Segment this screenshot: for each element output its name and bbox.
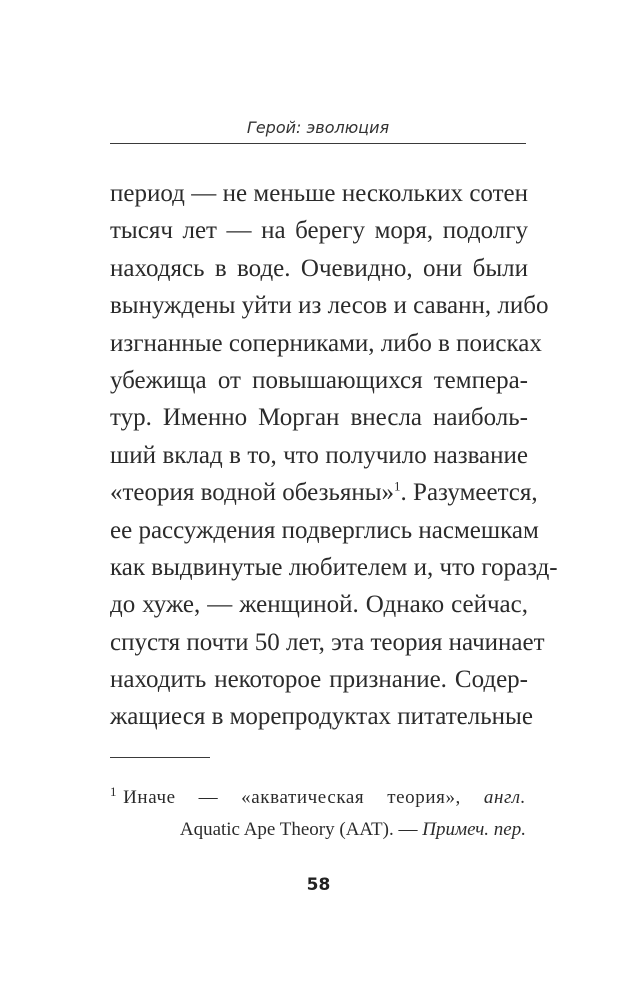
footnote-line [110, 814, 526, 846]
text-line: убежища от повышающихся темпера- [110, 366, 528, 394]
text-line: период — не меньше нескольких сотен [110, 180, 528, 207]
footnote-rule [110, 757, 210, 758]
text-segment: . Разумеется, [400, 479, 538, 507]
text-line: спустя почти 50 лет, эта теория начинает [110, 628, 545, 656]
footnote [110, 782, 526, 846]
text-line: до хуже, — женщиной. Однако сейчас, [110, 591, 528, 619]
text-line: вынуждены уйти из лесов и саванн, либо [110, 292, 549, 320]
footnote-text: Aquatic Ape Theory (AAT). — [179, 819, 418, 840]
text-line: ее рассуждения подверглись насмешкам [110, 516, 539, 544]
text-line: изгнанные соперниками, либо в поисках [110, 329, 542, 357]
text-line: жащиеся в морепродуктах питательные [110, 703, 533, 731]
running-head: Герой: эволюция [246, 118, 390, 137]
footnote-line [110, 782, 526, 814]
text-segment: «теория водной обезьяны» [110, 479, 395, 507]
text-line: тысяч лет — на берегу моря, подолгу [110, 217, 528, 245]
footnote-text: Иначе — «акватическая теория», [123, 787, 461, 808]
body-text [110, 175, 558, 736]
page-number: 58 [306, 875, 331, 895]
footnote-number: 1 [110, 783, 118, 799]
header-rule [110, 143, 526, 144]
text-line: тур. Именно Морган внесла наиболь- [110, 404, 528, 432]
text-line: ший вклад в то, что получило название [110, 441, 528, 469]
footnote-italic: англ. [483, 787, 526, 808]
footnote-italic: Примеч. пер. [422, 819, 526, 840]
text-line: находясь в воде. Очевидно, они были [110, 254, 528, 282]
text-line: находить некоторое признание. Содер- [110, 666, 528, 694]
text-line-with-footnote-ref [110, 474, 538, 511]
footnote-reference[interactable]: 1 [394, 478, 401, 494]
text-line: как выдвинутые любителем и, что горазд- [110, 553, 558, 581]
